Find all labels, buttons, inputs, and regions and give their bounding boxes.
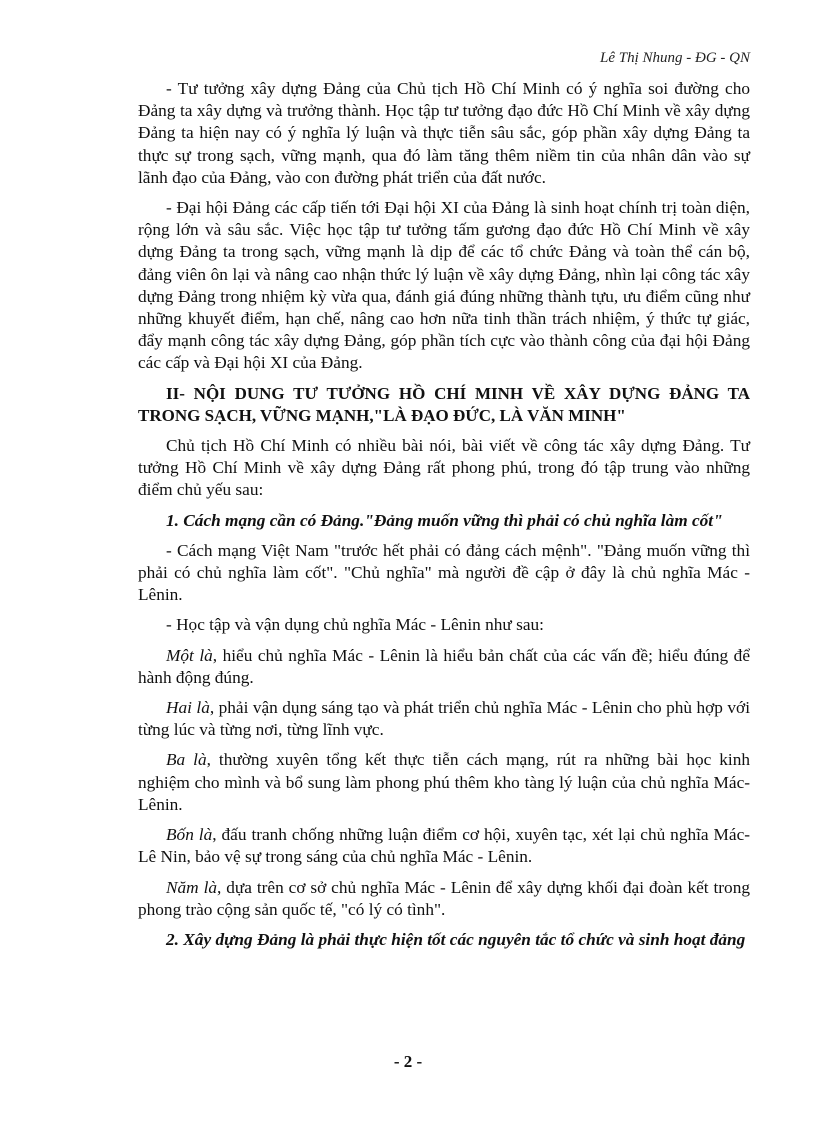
paragraph-section-intro: Chủ tịch Hồ Chí Minh có nhiều bài nói, bài viết về công tác xây dựng Đảng. Tư tưởng Hồ Chí Minh về xây dựng Đảng rất phong phú, trong đó tập trung vào những điểm chủ yếu sau: [138, 436, 750, 500]
list-item-text: , hiểu chủ nghĩa Mác - Lênin là hiểu bản chất của các vấn đề; hiểu đúng để hành động đúng. [138, 645, 750, 687]
list-item-text: , đấu tranh chống những luận điểm cơ hội, xuyên tạc, xét lại chủ nghĩa Mác- Lê Nin, bảo vệ sự trong sáng của chủ nghĩa Mác - Lênin. [138, 825, 750, 867]
list-item-lead: Ba là [166, 750, 207, 770]
paragraph-intro-2: - Đại hội Đảng các cấp tiến tới Đại hội XI của Đảng là sinh hoạt chính trị toàn diện, rộng lớn và sâu sắc. Việc học tập tư tưởng tấm gương đạo đức Hồ Chí Minh về xây dựng Đảng ta trong sạch, vững mạnh là dịp để các tổ chức Đảng và toàn thể cán bộ, đảng viên ôn lại và nâng cao nhận thức lý luận về xây dựng Đảng, nhìn lại công tác xây dựng Đảng trong nhiệm kỳ vừa qua, đánh giá đúng những thành tựu, ưu điểm cũng như những khuyết điểm, hạn chế, nâng cao hơn nữa tinh thần trách nhiệm, ý thức tự giác, đẩy mạnh công tác xây dựng Đảng, góp phần tích cực vào thành công của đại hội Đảng các cấp và Đại hội XI của Đảng. [138, 198, 750, 373]
list-item-lead: Bốn là [166, 825, 213, 845]
list-item [138, 645, 750, 689]
subheading-2: 2. Xây dựng Đảng là phải thực hiện tốt các nguyên tắc tổ chức và sinh hoạt đảng [166, 929, 746, 949]
list-item [138, 824, 750, 868]
paragraph-revolution: - Cách mạng Việt Nam "trước hết phải có đảng cách mệnh". "Đảng muốn vững thì phải có chủ nghĩa làm cốt". "Chủ nghĩa" mà người đề cập ở đây là chủ nghĩa Mác - Lênin. [138, 540, 750, 605]
subheading-1: 1. Cách mạng cần có Đảng."Đảng muốn vững thì phải có chủ nghĩa làm cốt" [166, 510, 723, 530]
document-body [138, 78, 750, 959]
section-heading-2: II- NỘI DUNG TƯ TƯỞNG HỒ CHÍ MINH VỀ XÂY DỰNG ĐẢNG TA TRONG SẠCH, VỮNG MẠNH,"LÀ ĐẠO ĐỨC, LÀ VĂN MINH" [138, 383, 750, 425]
list-item-text: , thường xuyên tổng kết thực tiễn cách mạng, rút ra những bài học kinh nghiệm cho mình và bổ sung làm phong phú thêm kho tàng lý luận của chủ nghĩa Mác- Lênin. [138, 750, 750, 814]
page-number: - 2 - [393, 1052, 423, 1071]
list-item-lead: Một là [166, 645, 213, 665]
list-item-text: , dựa trên cơ sở chủ nghĩa Mác - Lênin để xây dựng khối đại đoàn kết trong phong trào cộng sản quốc tế, "có lý có tình". [138, 877, 750, 919]
list-item-text: , phải vận dụng sáng tạo và phát triển chủ nghĩa Mác - Lênin cho phù hợp với từng lúc và từng nơi, từng lĩnh vực. [138, 698, 750, 740]
list-item-lead: Hai là [166, 698, 210, 718]
paragraph-study: - Học tập và vận dụng chủ nghĩa Mác - Lênin như sau: [166, 615, 544, 635]
list-item [138, 697, 750, 741]
list-item [138, 877, 750, 921]
running-header: Lê Thị Nhung - ĐG - QN [599, 50, 750, 66]
list-item-lead: Năm là [166, 877, 218, 897]
paragraph-intro-1: - Tư tưởng xây dựng Đảng của Chủ tịch Hồ Chí Minh có ý nghĩa soi đường cho Đảng ta xây dựng và trưởng thành. Học tập tư tưởng đạo đức Hồ Chí Minh về xây dựng Đảng ta hiện nay có ý nghĩa lý luận và thực tiễn sâu sắc, góp phần xây dựng Đảng ta thực sự trong sạch, vững mạnh, qua đó làm tăng thêm niềm tin của nhân dân vào sự lãnh đạo của Đảng, vào con đường phát triển của đất nước. [138, 79, 750, 187]
list-item [138, 749, 750, 816]
